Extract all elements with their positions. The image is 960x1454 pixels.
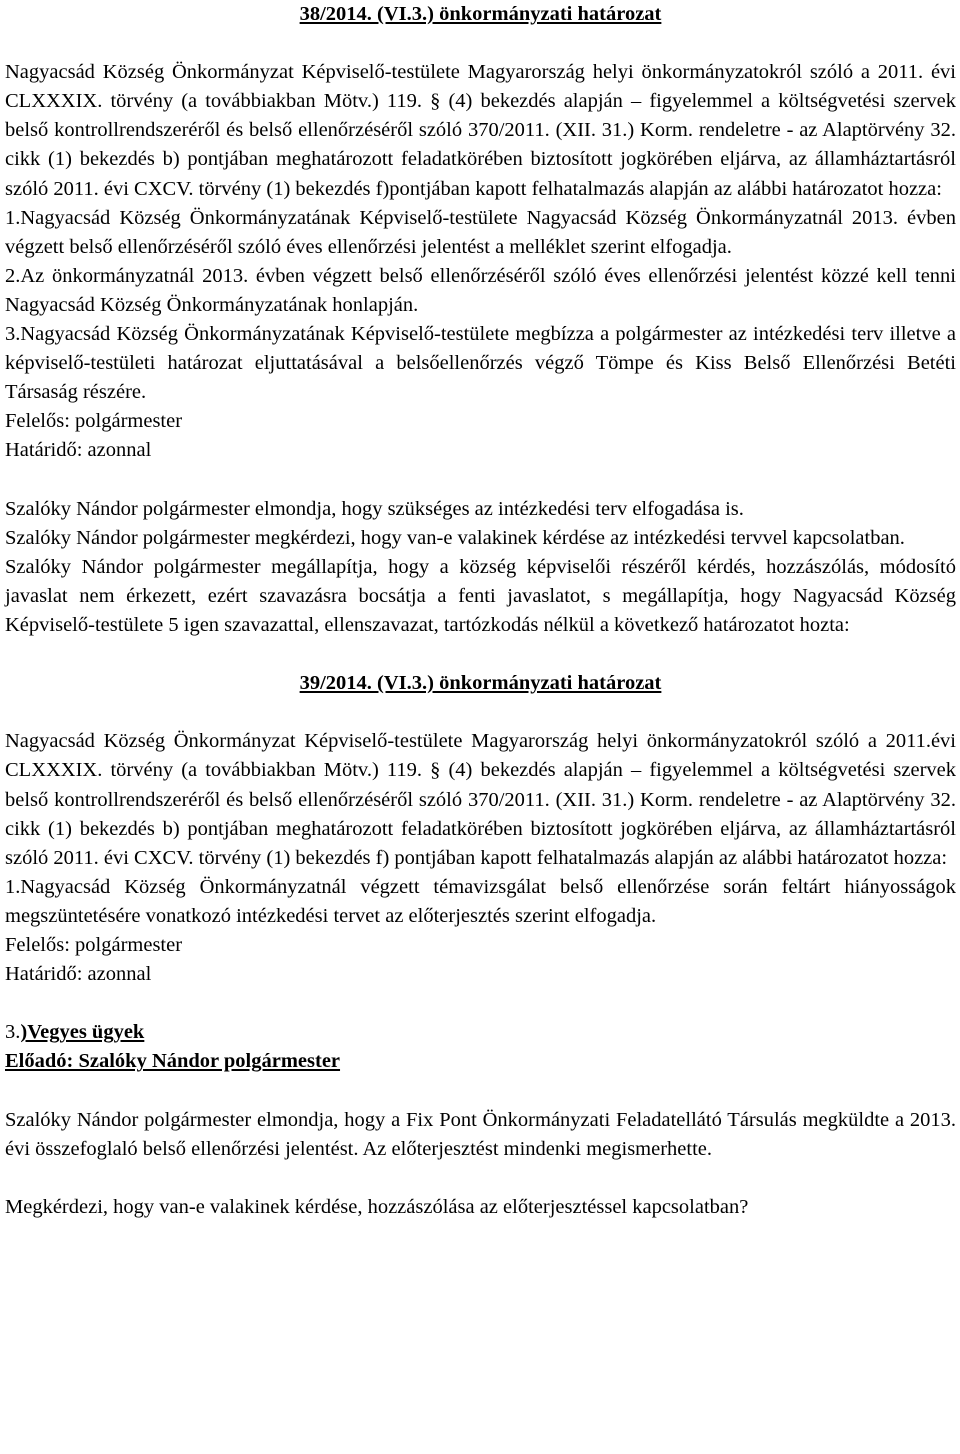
resolution-title-39: 39/2014. (VI.3.) önkormányzati határozat (299, 672, 662, 695)
resolution-38-intro: Nagyacsád Község Önkormányzat Képviselő-testülete Magyarország helyi önkormányzatokról szóló a 2011. évi CLXXXIX. törvény (a továbbiakban Mötv.) 119. § (4) bekezdés alapján – figyelemmel a költségvetési szervek belső kontrollrendszeréről és belső ellenőrzéséről szóló 370/2011. (XII. 31.) Korm. rendeletre - az Alaptörvény 32. cikk (1) bekezdés b) pontjában meghatározott feladatkörében biztosított jogkörében eljárva, az államháztartásról szóló 2011. évi CXCV. törvény (1) bekezdés f)pontjában kapott felhatalmazás alapján az alábbi határozatot hozza: (5, 61, 956, 200)
resolution-38-item-3: 3.Nagyacsád Község Önkormányzatának Képviselő-testülete megbízza a polgármester az intézkedési terv illetve a képviselő-testületi határozat eljuttatásával a belsőellenőrzés végző Tömpe és Kiss Belső Ellenőrzési Betéti Társaság részére. (5, 323, 956, 404)
agenda-item-heading (5, 1018, 956, 1047)
discussion-paragraph-2: Szalóky Nándor polgármester megkérdezi, hogy van-e valakinek kérdése az intézkedési tervvel kapcsolatban. (5, 526, 905, 549)
resolution-title-38: 38/2014. (VI.3.) önkormányzati határozat (299, 3, 662, 25)
resolution-38-item-2: 2.Az önkormányzatnál 2013. évben végzett belső ellenőrzéséről szóló éves ellenőrzési jelentést közzé kell tenni Nagyacsád Község Önkormányzatának honlapján. (5, 264, 956, 316)
agenda-item-presenter-line (5, 1047, 956, 1076)
resolution-38-responsible: Felelős: polgármester (5, 410, 183, 433)
discussion-paragraph-3: Szalóky Nándor polgármester megállapítja, hogy a község képviselői részéről kérdés, hozzászólás, módosító javaslat nem érkezett, ezért szavazásra bocsátja a fenti javaslatot, s megállapítja, hogy Nagyacsád Község Képviselő-testülete 5 igen szavazattal, ellenszavazat, tartózkodás nélkül a következő határozatot hozta: (5, 555, 956, 636)
resolution-38-deadline: Határidő: azonnal (5, 439, 152, 462)
agenda-item-number: 3. (5, 1021, 21, 1044)
closing-paragraph-1: Szalóky Nándor polgármester elmondja, hogy a Fix Pont Önkormányzati Feladatellátó Társulás megküldte a 2013. évi összefoglaló belső ellenőrzési jelentést. Az előterjesztést mindenki megismerhette. (5, 1108, 956, 1160)
resolution-39-deadline: Határidő: azonnal (5, 963, 152, 986)
agenda-item-presenter: Előadó: Szalóky Nándor polgármester (5, 1050, 341, 1073)
resolution-39-responsible: Felelős: polgármester (5, 934, 183, 956)
resolution-38-item-1: 1.Nagyacsád Község Önkormányzatának Képviselő-testülete Nagyacsád Község Önkormányzatnál 2013. évben végzett belső ellenőrzéséről szóló éves ellenőrzési jelentést a melléklet szerint elfogadja. (5, 206, 956, 258)
resolution-39-item-1: 1.Nagyacsád Község Önkormányzatnál végzett témavizsgálat belső ellenőrzése során feltárt hiányosságok megszüntetésére vonatkozó intézkedési tervet az előterjesztés szerint elfogadja. (5, 875, 956, 927)
discussion-paragraph-1: Szalóky Nándor polgármester elmondja, hogy szükséges az intézkedési terv elfogadása is. (5, 497, 744, 520)
resolution-39-intro: Nagyacsád Község Önkormányzat Képviselő-testülete Magyarország helyi önkormányzatokról szóló a 2011.évi CLXXXIX. törvény (a továbbiakban Mötv.) 119. § (4) bekezdés alapján – figyelemmel a költségvetési szervek belső kontrollrendszeréről és belső ellenőrzéséről szóló 370/2011. (XII. 31.) Korm. rendeletre - az Alaptörvény 32. cikk (1) bekezdés b) pontjában meghatározott feladatkörében biztosított jogkörében eljárva, az államháztartásról szóló 2011. évi CXCV. törvény (1) bekezdés f) pontjában kapott felhatalmazás alapján az alábbi határozatot hozza: (5, 730, 956, 869)
agenda-item-title: )Vegyes ügyek (20, 1021, 145, 1044)
closing-paragraph-2: Megkérdezi, hogy van-e valakinek kérdése, hozzászólása az előterjesztéssel kapcsolatban? (5, 1195, 749, 1218)
